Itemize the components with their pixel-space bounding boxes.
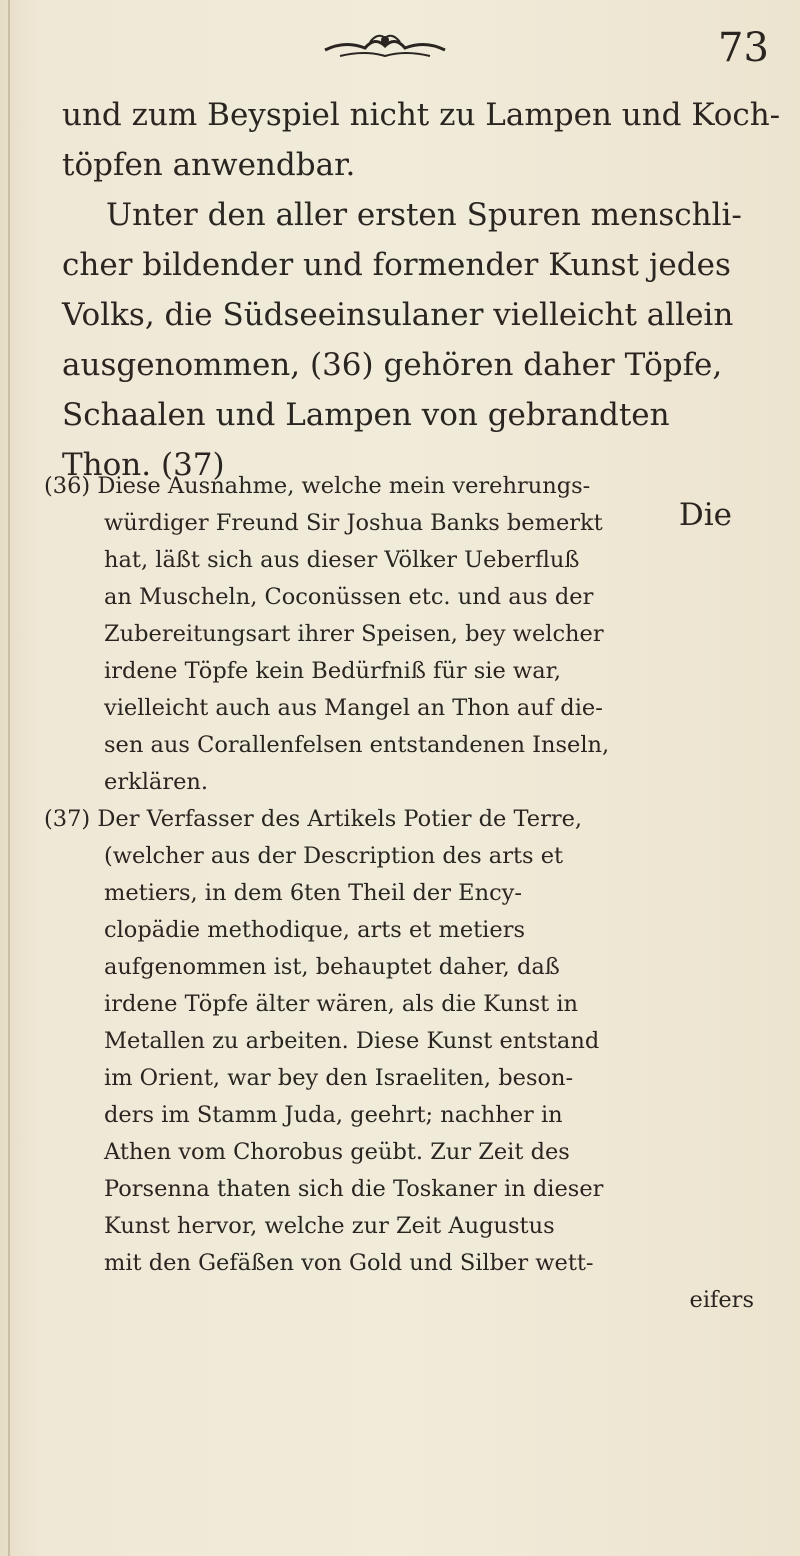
footnote-line: an Muscheln, Coconüssen etc. und aus der — [104, 584, 594, 610]
footnote-line: (37) Der Verfasser des Artikels Potier de Terre, — [44, 806, 583, 832]
footnote-line: erklären. — [104, 769, 209, 795]
footnote-line: hat, läßt sich aus dieser Völker Ueberfluß — [104, 547, 580, 573]
footnote-line: (36) Diese Ausnahme, welche mein verehrungs- — [44, 473, 591, 499]
footnote-line: mit den Gefäßen von Gold und Silber wett- — [104, 1250, 594, 1276]
printer-ornament-icon — [320, 28, 450, 68]
body-line: ausgenommen, (36) gehören daher Töpfe, — [62, 347, 723, 383]
footnote-line: Metallen zu arbeiten. Diese Kunst entstand — [104, 1028, 600, 1054]
catchword: eifers — [689, 1287, 754, 1313]
footnote-line: Zubereitungsart ihrer Speisen, bey welcher — [104, 621, 604, 647]
footnote-line: metiers, in dem 6ten Theil der Ency- — [104, 880, 522, 906]
footnote-line: würdiger Freund Sir Joshua Banks bemerkt — [104, 510, 603, 536]
footnote-line: im Orient, war bey den Israeliten, beson- — [104, 1065, 574, 1091]
footnote-line: (welcher aus der Description des arts et — [104, 843, 564, 869]
body-line: Unter den aller ersten Spuren menschli- — [106, 197, 742, 233]
footnote-line: ders im Stamm Juda, geehrt; nachher in — [104, 1102, 563, 1128]
body-line: töpfen anwendbar. — [62, 147, 356, 183]
footnote-line: irdene Töpfe älter wären, als die Kunst in — [104, 991, 579, 1017]
footnote-line: Kunst hervor, welche zur Zeit Augustus — [104, 1213, 555, 1239]
footnote-line: aufgenommen ist, behauptet daher, daß — [104, 954, 560, 980]
body-line: und zum Beyspiel nicht zu Lampen und Koch- — [62, 97, 781, 133]
catchword: Die — [678, 497, 732, 533]
footnote-line: vielleicht auch aus Mangel an Thon auf die- — [104, 695, 603, 721]
binding-gutter — [8, 0, 10, 1556]
body-line: Thon. (37) — [62, 447, 225, 483]
footnote-line: sen aus Corallenfelsen entstandenen Inseln, — [104, 732, 610, 758]
footnote-line: Athen vom Chorobus geübt. Zur Zeit des — [104, 1139, 570, 1165]
footnote-line: irdene Töpfe kein Bedürfniß für sie war, — [104, 658, 562, 684]
page-number: 73 — [718, 25, 769, 71]
footnote-line: clopädie methodique, arts et metiers — [104, 917, 525, 943]
footnotes — [44, 468, 754, 1319]
body-line: cher bildender und formender Kunst jedes — [62, 247, 731, 283]
body-line: Volks, die Südseeinsulaner vielleicht allein — [62, 297, 734, 333]
footnote-line: Porsenna thaten sich die Toskaner in dieser — [104, 1176, 604, 1202]
body-line: Schaalen und Lampen von gebrandten — [62, 397, 670, 433]
